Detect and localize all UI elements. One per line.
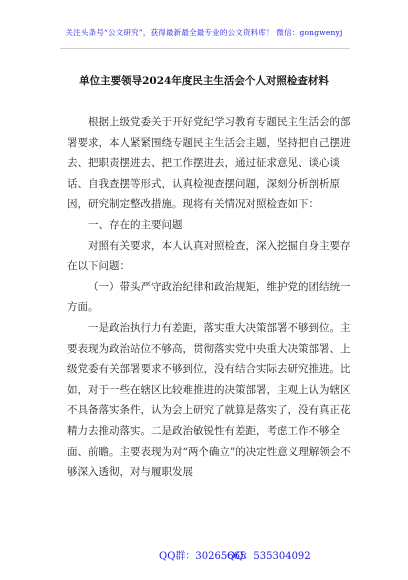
- footer-qq-contact: QQ：535304092: [227, 551, 311, 562]
- subsection-heading: （一）带头严守政治纪律和政治规矩，维护党的团结统一方面。: [67, 280, 351, 314]
- header-divider: [60, 48, 350, 49]
- paragraph-overview: 对照有关要求，本人认真对照检查，深入挖掘自身主要存在以下问题：: [67, 239, 351, 273]
- section-heading: 一、存在的主要问题: [88, 218, 183, 231]
- footer-qq-group: QQ群：30265665: [159, 551, 247, 562]
- paragraph-intro: 根据上级党委关于开好党纪学习教育专题民主生活会的部署要求，本人紧紧围绕专题民主生活会主题，坚持把自己摆进去、把职责摆进去、把工作摆进去，通过征求意见、谈心谈话、自我查摆等形式，认真检视查摆问题，深刻分析剖析原因，研究制定整改措施。现将有关情况对照检查如下：: [67, 116, 351, 211]
- paragraph-detail: 一是政治执行力有差距，落实重大决策部署不够到位。主要表现为政治站位不够高，贯彻落实党中央重大决策部署、上级党委有关部署要求不够到位，没有结合实际去研究推进。比如，对于一些在辖区比较难推进的决策部署，主观上认为辖区不具备落实条件，认为会上研究了就算是落实了，没有真正花精力去推动落实。二是政治敏锐性有差距，考虑工作不够全面、前瞻。主要表现为对“两个确立”的决定性意义理解领会不够深入透彻，对与履职发展: [67, 321, 351, 479]
- document-title: 单位主要领导2024年度民主生活会个人对照检查材料: [79, 75, 329, 87]
- header-note: 关注头条号“公文研究”，获得最新最全最专业的公文资料库！ 微信：gongwenyj: [65, 28, 343, 37]
- document-body: [67, 112, 353, 483]
